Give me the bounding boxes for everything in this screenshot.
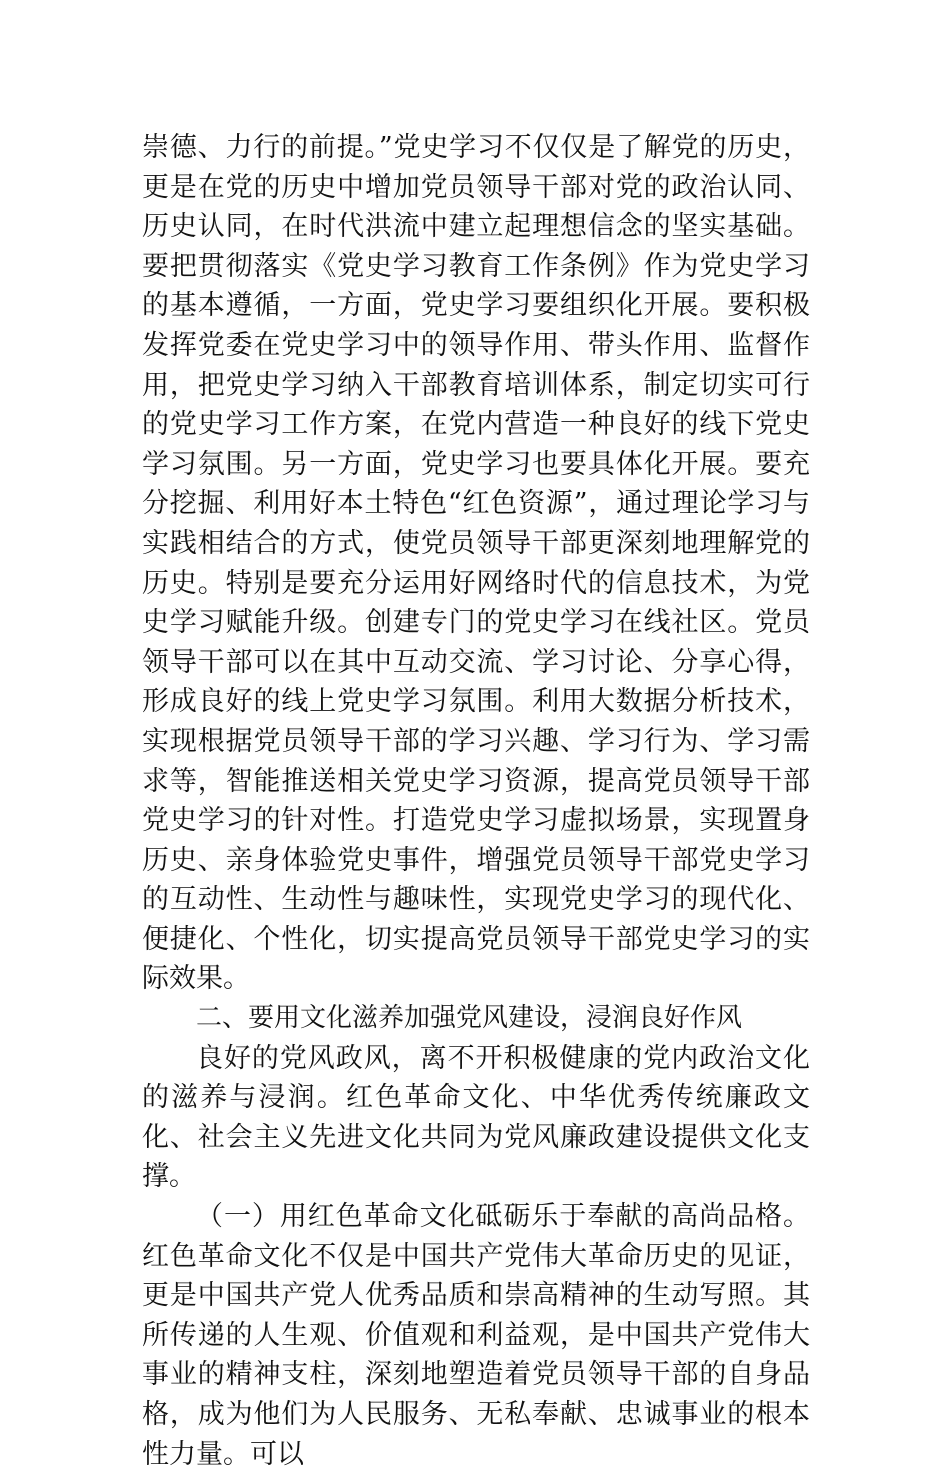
paragraph-continued: 崇德、力行的前提。”党史学习不仅仅是了解党的历史，更是在党的历史中增加党员领导干部对党的政治认同、历史认同，在时代洪流中建立起理想信念的坚实基础。要把贯彻落实《党史学习教育工作条例》作为党史学习的基本遵循，一方面，党史学习要组织化开展。要积极发挥党委在党史学习中的领导作用、带头作用、监督作用，把党史学习纳入干部教育培训体系，制定切实可行的党史学习工作方案，在党内营造一种良好的线下党史学习氛围。另一方面，党史学习也要具体化开展。要充分挖掘、利用好本土特色“红色资源”，通过理论学习与实践相结合的方式，使党员领导干部更深刻地理解党的历史。特别是要充分运用好网络时代的信息技术，为党史学习赋能升级。创建专门的党史学习在线社区。党员领导干部可以在其中互动交流、学习讨论、分享心得，形成良好的线上党史学习氛围。利用大数据分析技术，实现根据党员领导干部的学习兴趣、学习行为、学习需求等，智能推送相关党史学习资源，提高党员领导干部党史学习的针对性。打造党史学习虚拟场景，实现置身历史、亲身体验党史事件，增强党员领导干部党史学习的互动性、生动性与趣味性，实现党史学习的现代化、便捷化、个性化，切实提高党员领导干部党史学习的实际效果。 bbox=[142, 132, 810, 995]
section-heading: 二、要用文化滋养加强党风建设，浸润良好作风 bbox=[196, 1003, 743, 1034]
subsection-paragraph bbox=[142, 1197, 810, 1474]
subsection-body: 红色革命文化不仅是中国共产党伟大革命历史的见证，更是中国共产党人优秀品质和崇高精神的生动写照。其所传递的人生观、价值观和利益观，是中国共产党伟大事业的精神支柱，深刻地塑造着党员领导干部的自身品格，成为他们为人民服务、无私奉献、忠诚事业的根本性力量。可以 bbox=[142, 1240, 810, 1470]
paragraph-intro: 良好的党风政风，离不开积极健康的党内政治文化的滋养与浸润。红色革命文化、中华优秀传统廉政文化、社会主义先进文化共同为党风廉政建设提供文化支撑。 bbox=[142, 1042, 810, 1193]
document-body bbox=[142, 128, 810, 1474]
subsection-heading: （一）用红色革命文化砥砺乐于奉献的高尚品格。 bbox=[196, 1201, 810, 1233]
